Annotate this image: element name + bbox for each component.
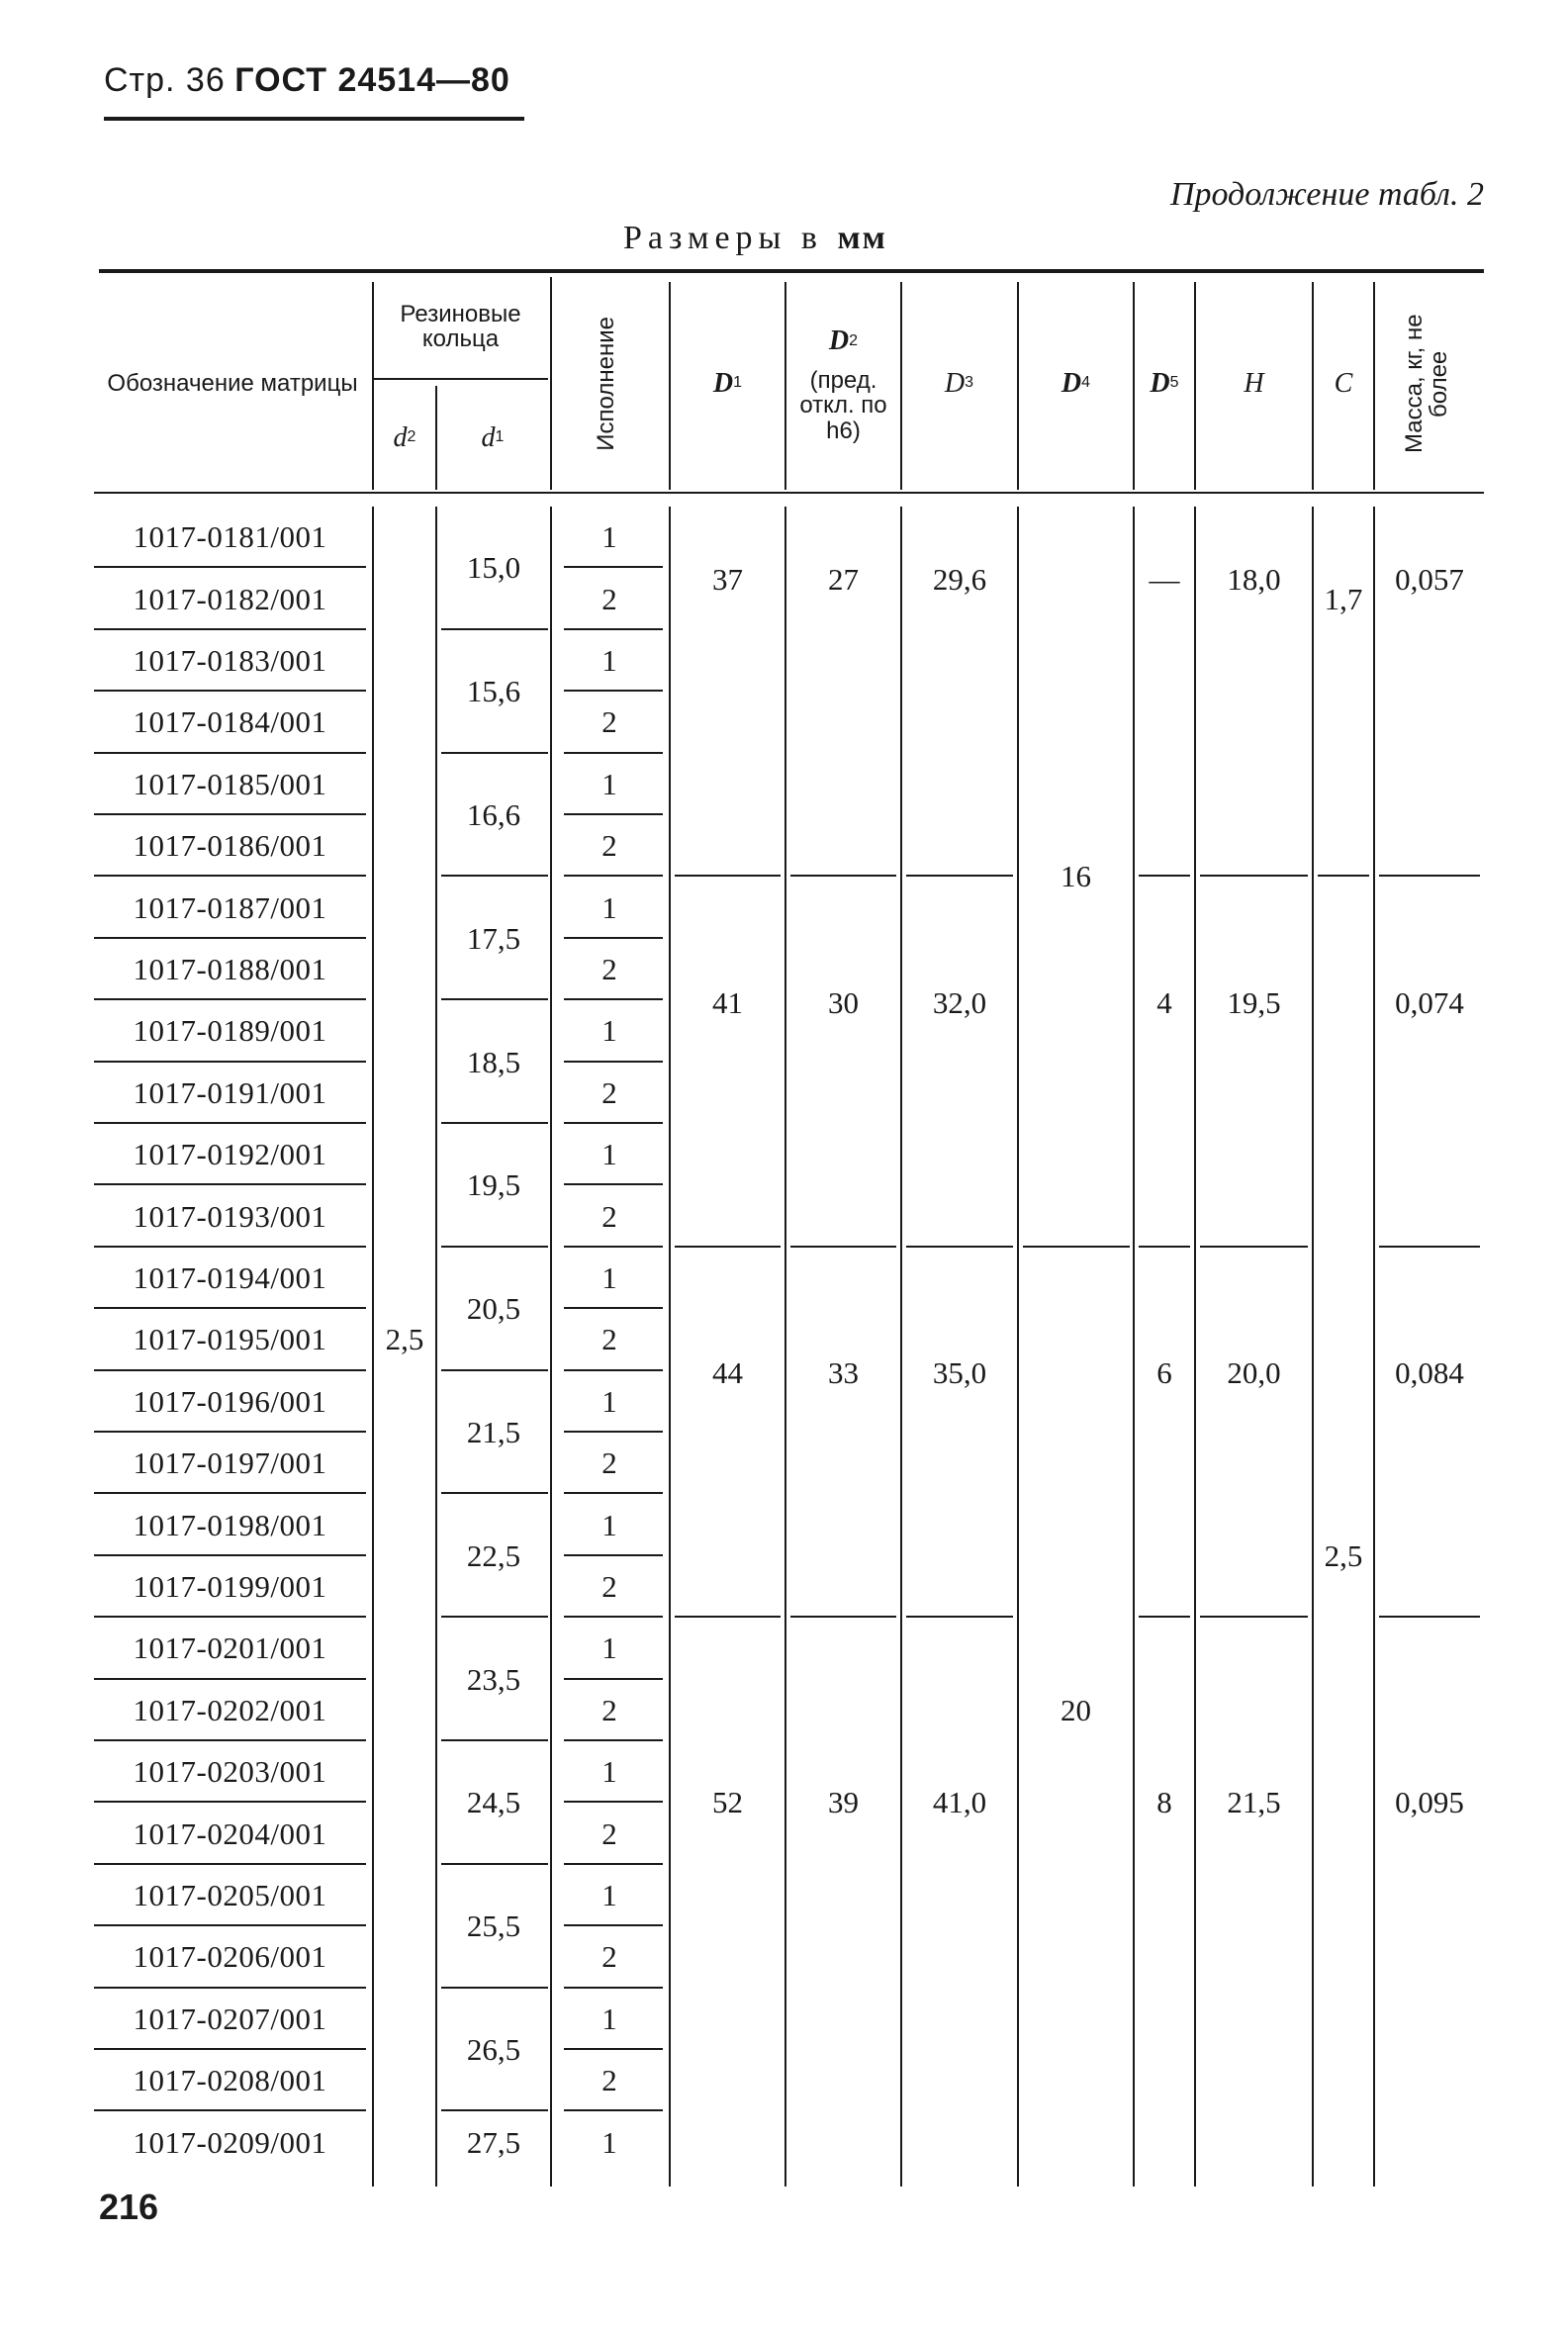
matrix-designation: 1017-0202/001 bbox=[133, 1692, 327, 1727]
matrix-designation: 1017-0193/001 bbox=[133, 1198, 327, 1234]
group-mass-cell: 0,095 bbox=[1395, 1785, 1464, 1820]
group-H-cell: 21,5 bbox=[1227, 1785, 1281, 1820]
group-D3-cell: 29,6 bbox=[932, 562, 987, 598]
version-cell: 2 bbox=[601, 581, 617, 616]
matrix-designation: 1017-0185/001 bbox=[133, 766, 327, 801]
d1-cell: 23,5 bbox=[466, 1661, 521, 1697]
version-cell: 1 bbox=[601, 2124, 617, 2160]
matrix-designation: 1017-0201/001 bbox=[133, 1630, 327, 1666]
matrix-designation: 1017-0204/001 bbox=[133, 1815, 327, 1851]
C-cell: 2,5 bbox=[1324, 1537, 1363, 1573]
hdr-divider bbox=[1194, 282, 1196, 490]
d1-cell: 16,6 bbox=[466, 796, 521, 832]
hdr-divider bbox=[1017, 282, 1019, 490]
group-D1-cell: 37 bbox=[712, 562, 743, 598]
group-D1-cell: 44 bbox=[712, 1355, 743, 1391]
matrix-designation: 1017-0208/001 bbox=[133, 2063, 327, 2098]
matrix-designation: 1017-0206/001 bbox=[133, 1939, 327, 1975]
version-cell: 1 bbox=[601, 1877, 617, 1912]
matrix-designation: 1017-0191/001 bbox=[133, 1074, 327, 1110]
hdr-divider bbox=[900, 282, 902, 490]
hdr-divider bbox=[784, 282, 786, 490]
d1-cell: 17,5 bbox=[466, 920, 521, 956]
matrix-designation: 1017-0196/001 bbox=[133, 1383, 327, 1419]
group-D3-cell: 35,0 bbox=[932, 1355, 987, 1391]
version-cell: 1 bbox=[601, 1137, 617, 1172]
d1-cell: 25,5 bbox=[466, 1908, 521, 1944]
version-cell: 2 bbox=[601, 1939, 617, 1975]
table-header-rule bbox=[94, 492, 1484, 494]
col-version: Исполнение bbox=[593, 316, 620, 451]
version-cell: 1 bbox=[601, 766, 617, 801]
hdr-divider bbox=[550, 277, 552, 490]
hdr-divider bbox=[372, 282, 374, 490]
matrix-designation: 1017-0189/001 bbox=[133, 1013, 327, 1049]
matrix-designation: 1017-0181/001 bbox=[133, 519, 327, 555]
hdr-divider bbox=[1373, 282, 1375, 490]
group-D2-cell: 27 bbox=[828, 562, 859, 598]
D4-cell: 16 bbox=[1061, 859, 1091, 894]
d1-cell: 24,5 bbox=[466, 1785, 521, 1820]
d1-cell: 27,5 bbox=[466, 2124, 521, 2160]
version-cell: 1 bbox=[601, 1507, 617, 1542]
version-cell: 2 bbox=[601, 1568, 617, 1604]
version-cell: 2 bbox=[601, 1445, 617, 1481]
version-cell: 2 bbox=[601, 951, 617, 986]
version-cell: 2 bbox=[601, 1322, 617, 1357]
hdr-divider bbox=[1133, 282, 1135, 490]
group-mass-cell: 0,084 bbox=[1395, 1355, 1464, 1391]
group-D5-cell: 4 bbox=[1156, 984, 1172, 1020]
matrix-designation: 1017-0182/001 bbox=[133, 581, 327, 616]
col-D1: D 1 bbox=[712, 367, 743, 399]
version-cell: 1 bbox=[601, 1630, 617, 1666]
matrix-designation: 1017-0186/001 bbox=[133, 828, 327, 864]
group-mass-cell: 0,057 bbox=[1395, 562, 1464, 598]
group-D1-cell: 52 bbox=[712, 1785, 743, 1820]
standard-number: ГОСТ 24514—80 bbox=[234, 61, 510, 99]
version-cell: 2 bbox=[601, 1074, 617, 1110]
matrix-designation: 1017-0192/001 bbox=[133, 1137, 327, 1172]
version-cell: 2 bbox=[601, 1815, 617, 1851]
version-cell: 1 bbox=[601, 519, 617, 555]
matrix-designation: 1017-0184/001 bbox=[133, 704, 327, 740]
page-header bbox=[104, 61, 510, 100]
col-D2: D 2 bbox=[828, 326, 859, 357]
version-cell: 2 bbox=[601, 1692, 617, 1727]
matrix-designation: 1017-0188/001 bbox=[133, 951, 327, 986]
hdr-rings-rule bbox=[374, 378, 548, 380]
page-prefix: Стр. 36 bbox=[104, 61, 226, 99]
group-D5-cell: 8 bbox=[1156, 1785, 1172, 1820]
matrix-designation: 1017-0205/001 bbox=[133, 1877, 327, 1912]
d2-cell: 2,5 bbox=[385, 1322, 424, 1357]
col-D5: D 5 bbox=[1150, 367, 1179, 399]
hdr-divider bbox=[1312, 282, 1314, 490]
d1-cell: 22,5 bbox=[466, 1537, 521, 1573]
col-D4: D 4 bbox=[1061, 367, 1091, 399]
col-D2-note: (пред. откл. по h6) bbox=[799, 367, 887, 444]
group-D2-cell: 33 bbox=[828, 1355, 859, 1391]
version-cell: 1 bbox=[601, 1754, 617, 1790]
units-unit: мм bbox=[837, 220, 887, 256]
matrix-designation: 1017-0194/001 bbox=[133, 1259, 327, 1295]
version-cell: 2 bbox=[601, 1198, 617, 1234]
matrix-designation: 1017-0203/001 bbox=[133, 1754, 327, 1790]
matrix-designation: 1017-0183/001 bbox=[133, 642, 327, 678]
group-D3-cell: 32,0 bbox=[932, 984, 987, 1020]
col-d2: d 2 bbox=[393, 421, 416, 453]
units-label bbox=[623, 220, 887, 257]
matrix-designation: 1017-0207/001 bbox=[133, 2001, 327, 2036]
page-number: 216 bbox=[99, 2187, 159, 2227]
version-cell: 2 bbox=[601, 2063, 617, 2098]
col-H: H bbox=[1244, 367, 1264, 399]
version-cell: 2 bbox=[601, 704, 617, 740]
group-D5-cell: 6 bbox=[1156, 1355, 1172, 1391]
d1-cell: 20,5 bbox=[466, 1291, 521, 1327]
group-D2-cell: 30 bbox=[828, 984, 859, 1020]
group-H-cell: 20,0 bbox=[1227, 1355, 1281, 1391]
group-D1-cell: 41 bbox=[712, 984, 743, 1020]
version-cell: 1 bbox=[601, 889, 617, 925]
group-H-cell: 19,5 bbox=[1227, 984, 1281, 1020]
matrix-designation: 1017-0198/001 bbox=[133, 1507, 327, 1542]
group-H-cell: 18,0 bbox=[1227, 562, 1281, 598]
col-rings-group: Резиновые кольца bbox=[400, 300, 521, 352]
version-cell: 1 bbox=[601, 1013, 617, 1049]
col-d1: d 1 bbox=[481, 421, 505, 453]
d1-cell: 21,5 bbox=[466, 1414, 521, 1449]
group-mass-cell: 0,074 bbox=[1395, 984, 1464, 1020]
version-cell: 1 bbox=[601, 2001, 617, 2036]
D4-cell: 20 bbox=[1061, 1692, 1091, 1727]
d1-cell: 18,5 bbox=[466, 1044, 521, 1079]
col-C: C bbox=[1334, 367, 1353, 399]
units-text: Размеры в bbox=[623, 220, 823, 256]
table-continuation-label: Продолжение табл. 2 bbox=[1169, 176, 1484, 213]
version-cell: 2 bbox=[601, 828, 617, 864]
matrix-designation: 1017-0187/001 bbox=[133, 889, 327, 925]
version-cell: 1 bbox=[601, 1383, 617, 1419]
version-cell: 1 bbox=[601, 642, 617, 678]
matrix-designation: 1017-0199/001 bbox=[133, 1568, 327, 1604]
col-D3: D 3 bbox=[944, 367, 974, 399]
d1-cell: 19,5 bbox=[466, 1167, 521, 1203]
col-designation: Обозначение матрицы bbox=[107, 369, 358, 397]
group-D5-cell: — bbox=[1149, 562, 1180, 598]
hdr-divider bbox=[435, 386, 437, 490]
header-underline bbox=[104, 117, 524, 121]
d1-cell: 26,5 bbox=[466, 2031, 521, 2067]
group-D3-cell: 41,0 bbox=[932, 1785, 987, 1820]
group-D2-cell: 39 bbox=[828, 1785, 859, 1820]
col-mass: Масса, кг, не более bbox=[1400, 314, 1452, 453]
matrix-designation: 1017-0197/001 bbox=[133, 1445, 327, 1481]
matrix-designation: 1017-0195/001 bbox=[133, 1322, 327, 1357]
d1-cell: 15,6 bbox=[466, 674, 521, 709]
C-cell: 1,7 bbox=[1324, 581, 1363, 616]
d1-cell: 15,0 bbox=[466, 550, 521, 586]
version-cell: 1 bbox=[601, 1259, 617, 1295]
matrix-designation: 1017-0209/001 bbox=[133, 2124, 327, 2160]
hdr-divider bbox=[669, 282, 671, 490]
table-top-rule bbox=[99, 269, 1484, 273]
